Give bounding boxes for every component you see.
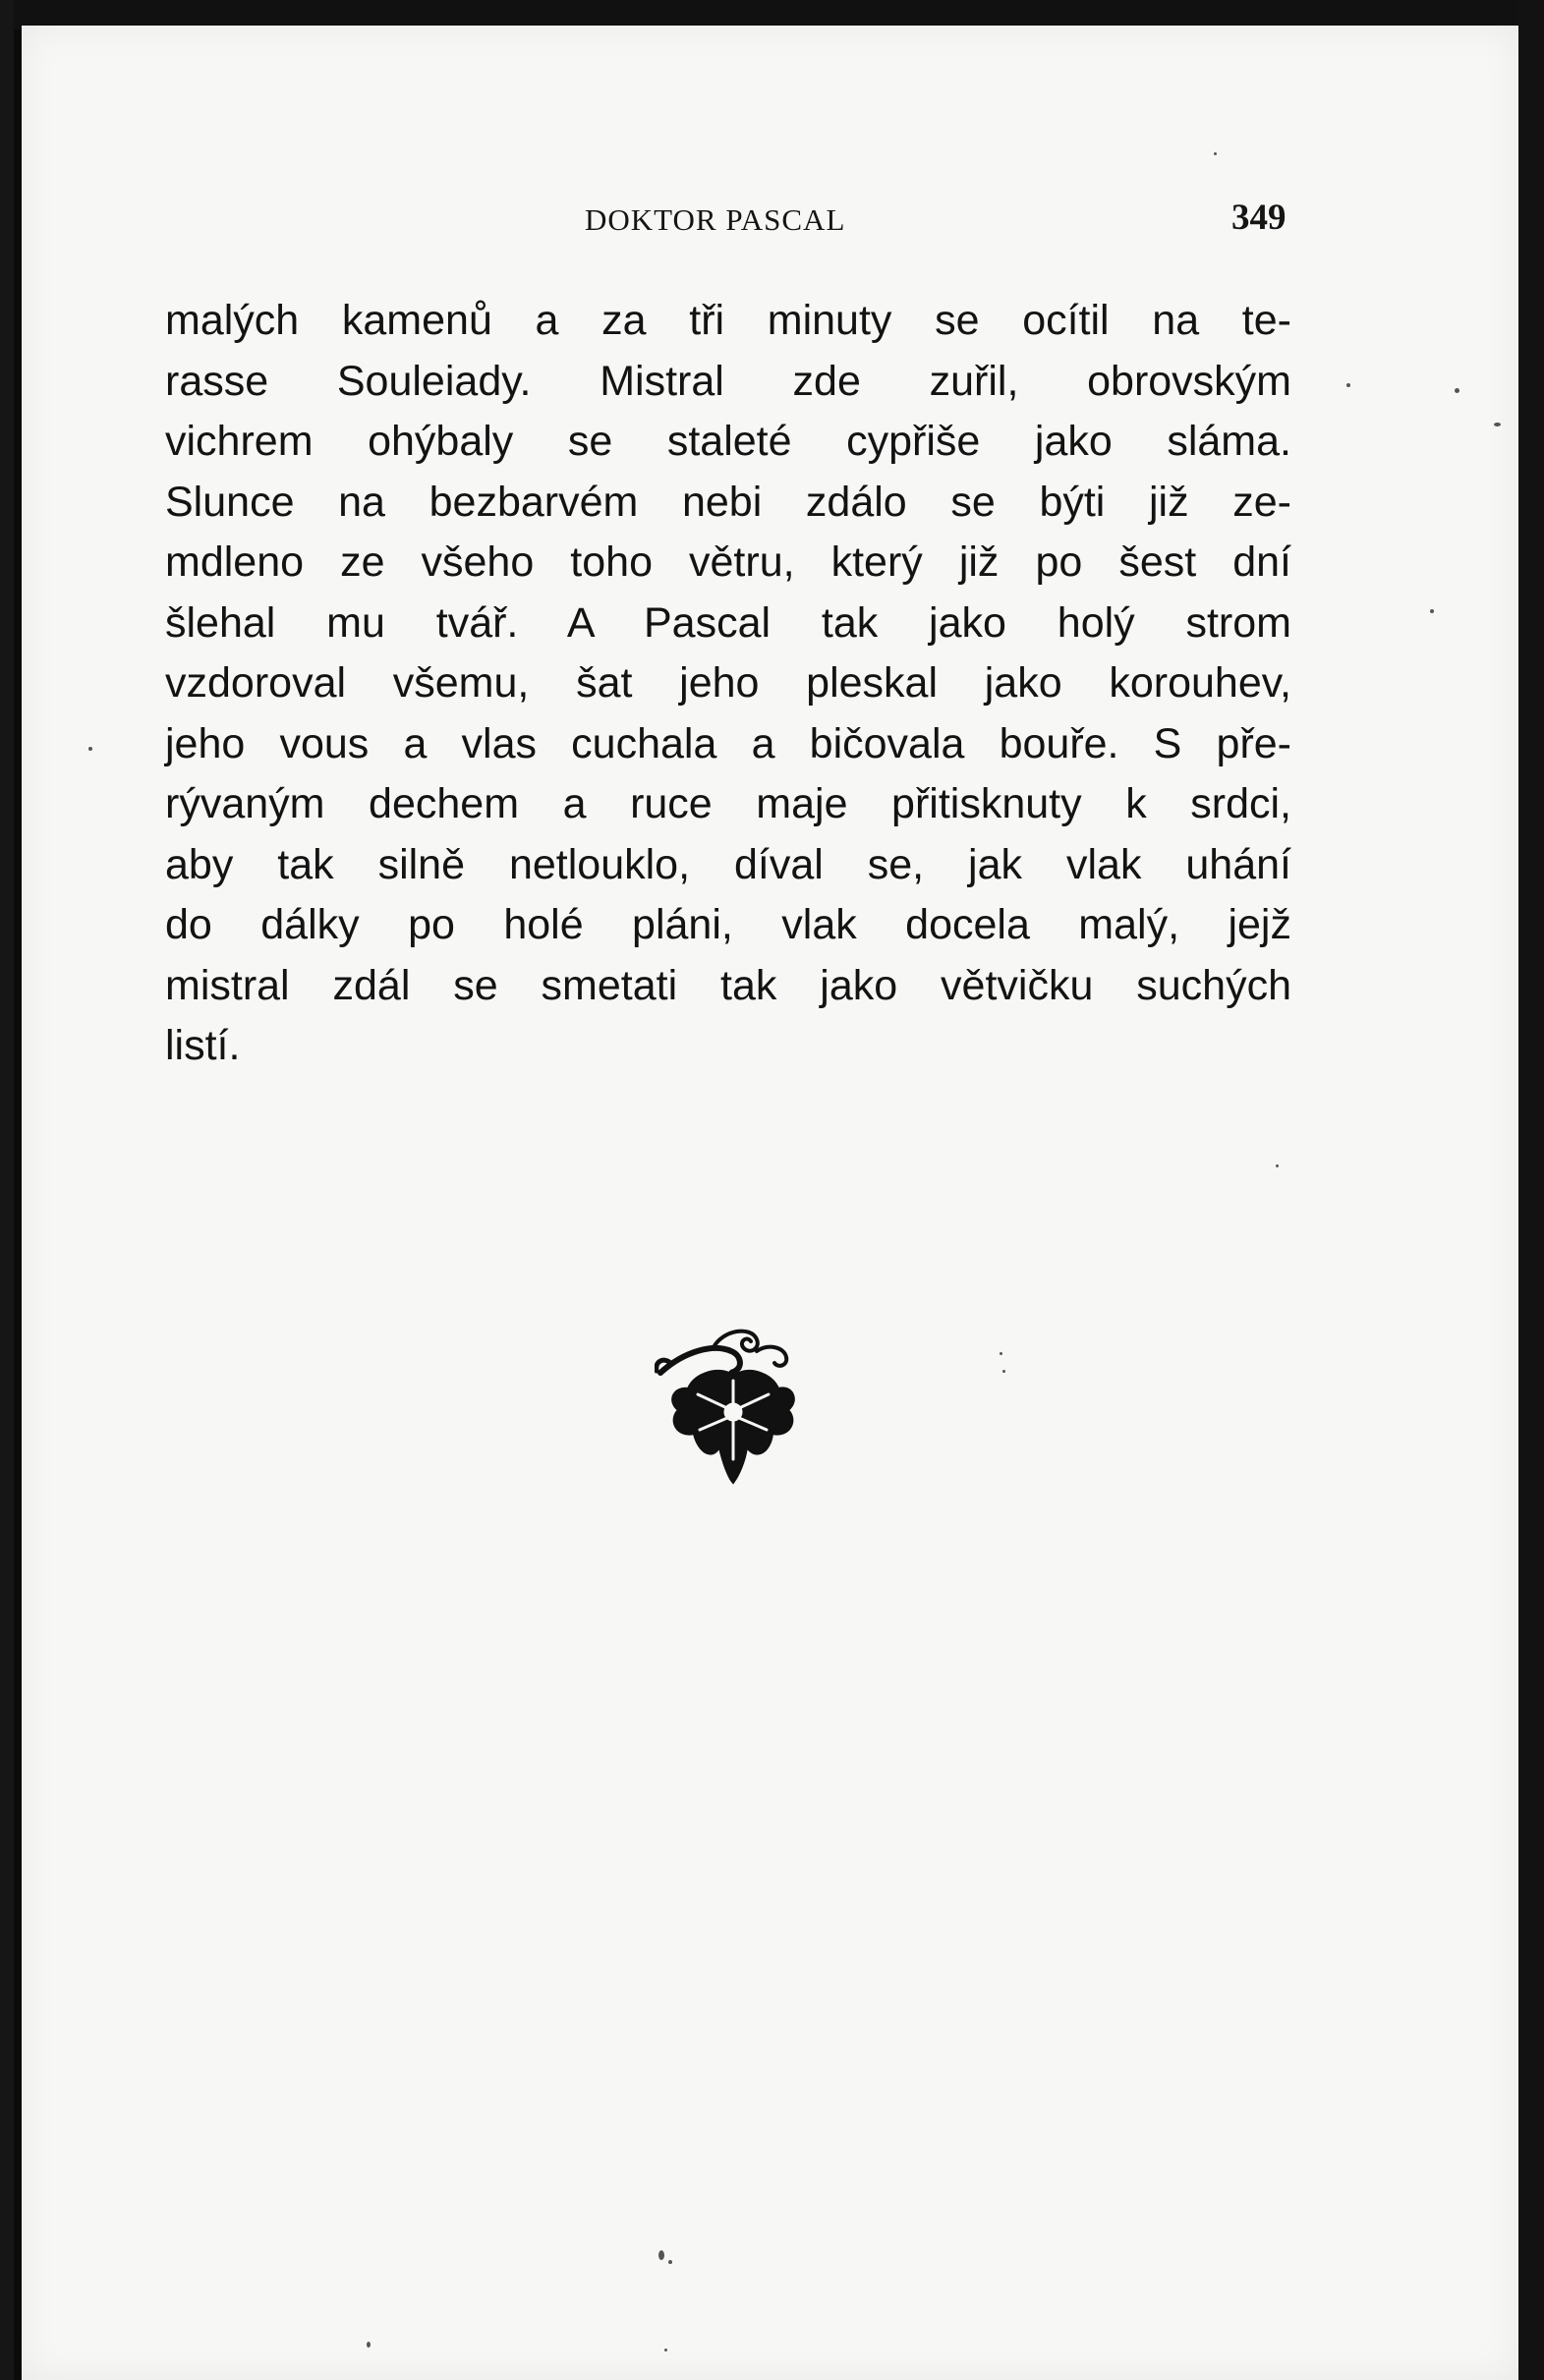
- text-line: listí.: [165, 1022, 241, 1069]
- scan-speck: [1455, 388, 1459, 393]
- page-right-edge: [1518, 0, 1544, 2380]
- text-line: šlehal mu tvář. A Pascal tak jako holý strom: [165, 598, 1291, 647]
- scan-speck: [1002, 1370, 1005, 1373]
- text-line: vichrem ohýbaly se staleté cypřiše jako sláma.: [165, 418, 1291, 465]
- scan-speck: [88, 747, 92, 751]
- text-line: rývaným dechem a ruce maje přitisknuty k srdci,: [165, 780, 1291, 827]
- scan-speck: [1494, 423, 1501, 426]
- body-text: [165, 291, 1291, 1077]
- scan-speck: [664, 2349, 667, 2352]
- ivy-leaf-icon: [655, 1322, 812, 1489]
- scan-speck: [668, 2260, 672, 2264]
- text-line: rasse Souleiady. Mistral zde zuřil, obrovským: [165, 357, 1291, 405]
- text-line: do dálky po holé pláni, vlak docela malý, jejž: [165, 901, 1291, 948]
- text-line: mdleno ze všeho toho větru, který již po šest dní: [165, 538, 1291, 586]
- text-line: mistral zdál se smetati tak jako větvičku suchých: [165, 961, 1291, 1009]
- running-header: [0, 197, 1544, 246]
- text-line: aby tak silně netlouklo, díval se, jak vlak uhání: [165, 840, 1291, 888]
- text-line: malých kamenů a za tři minuty se ocítil na te-: [165, 297, 1291, 344]
- scan-speck: [1430, 609, 1434, 613]
- book-spine-edge: [0, 0, 14, 2380]
- text-line: jeho vous a vlas cuchala a bičovala bouře. S pře-: [165, 719, 1291, 767]
- page-number: 349: [1231, 198, 1287, 238]
- scan-speck: [1214, 152, 1217, 155]
- running-title: DOKTOR PASCAL: [585, 202, 846, 237]
- scan-speck: [1000, 1352, 1002, 1355]
- text-line: vzdoroval všemu, šat jeho pleskal jako korouhev,: [165, 659, 1291, 707]
- scan-speck: [658, 2250, 664, 2260]
- scan-speck: [1276, 1164, 1279, 1167]
- text-line: Slunce na bezbarvém nebi zdálo se býti již ze-: [165, 478, 1291, 526]
- scan-speck: [367, 2342, 371, 2348]
- scan-speck: [1346, 383, 1350, 387]
